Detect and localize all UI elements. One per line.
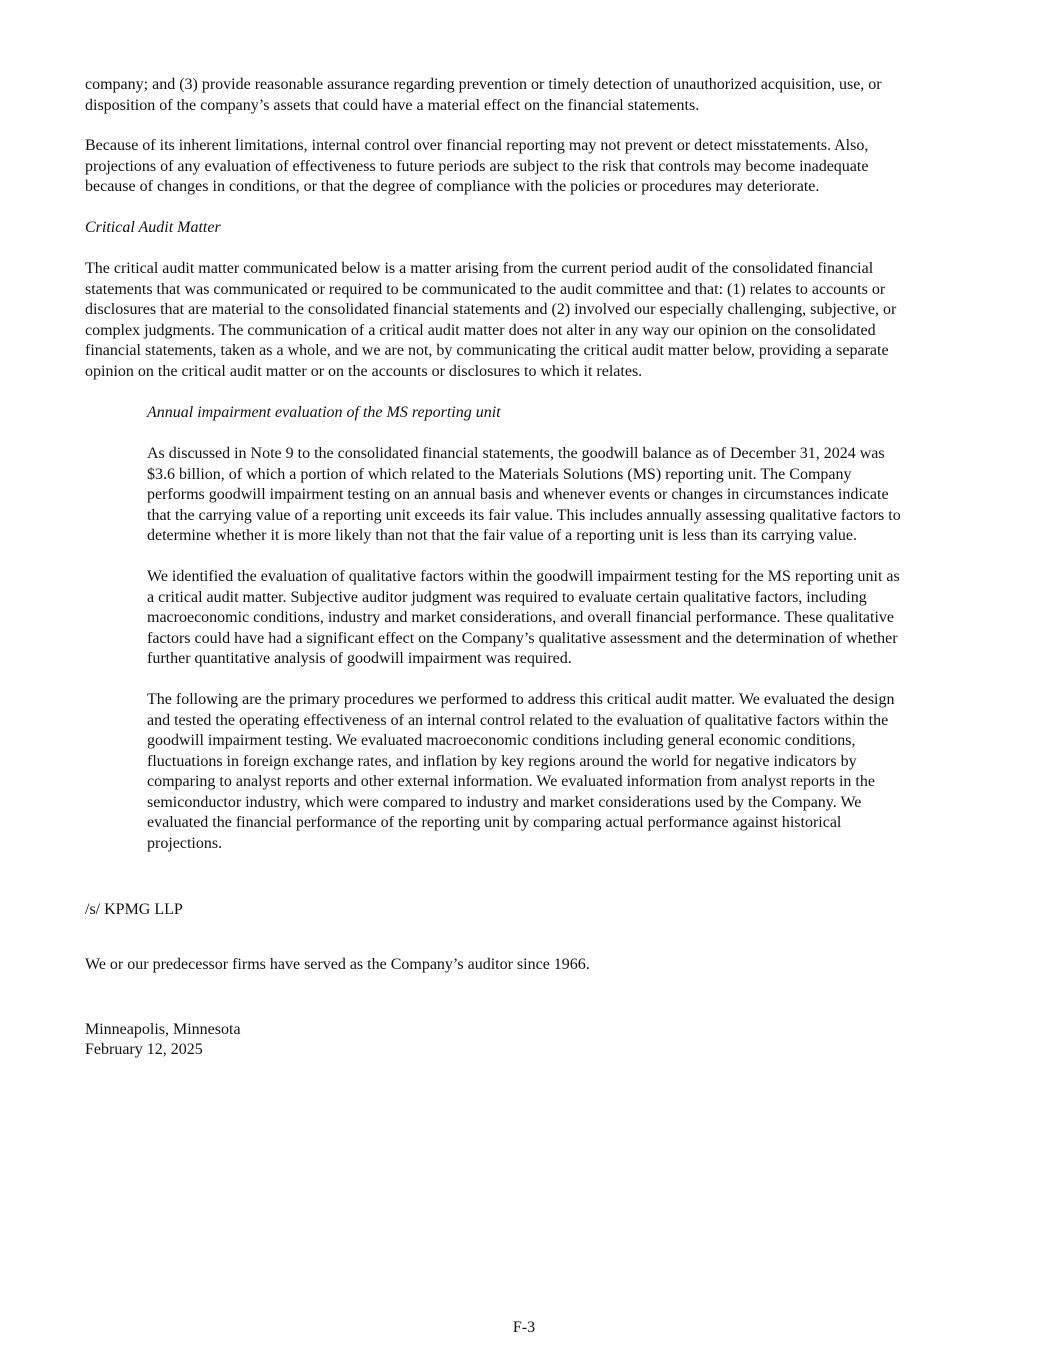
text-line: We identified the evaluation of qualitative factors within the goodwill impairment testing for the MS reporting unit as <box>147 568 900 585</box>
text-line: As discussed in Note 9 to the consolidated financial statements, the goodwill balance as of December 31, 2024 was <box>147 445 885 462</box>
paragraph-inherent-limitations <box>85 136 965 198</box>
paragraph-control-assurance <box>85 75 965 116</box>
report-date: February 12, 2025 <box>85 1041 203 1058</box>
paragraph-cam-definition <box>85 259 965 382</box>
text-line: $3.6 billion, of which a portion of which related to the Materials Solutions (MS) reporting unit. The Company <box>147 465 852 483</box>
subheading-ms-impairment: Annual impairment evaluation of the MS reporting unit <box>147 404 501 421</box>
text-line: projections of any evaluation of effectiveness to future periods are subject to the risk that controls may become inadequate <box>85 157 869 175</box>
auditor-tenure: We or our predecessor firms have served as the Company’s auditor since 1966. <box>85 956 590 973</box>
text-line: goodwill impairment testing. We evaluated macroeconomic conditions including general economic conditions, <box>147 732 856 749</box>
text-line: comparing to analyst reports and other external information. We evaluated information from analyst reports in the <box>147 773 875 790</box>
text-line: determine whether it is more likely than not that the fair value of a reporting unit is less than its carrying value. <box>147 527 858 544</box>
text-line: performs goodwill impairment testing on an annual basis and whenever events or changes in circumstances indicate <box>147 486 889 503</box>
text-line: opinion on the critical audit matter or on the accounts or disclosures to which it relates. <box>85 362 643 380</box>
text-line: and tested the operating effectiveness of an internal control related to the evaluation of qualitative factors within the <box>147 711 889 729</box>
paragraph-goodwill-balance <box>147 444 967 547</box>
text-line: statements that was communicated or required to be communicated to the audit committee and that: (1) relates to accounts or <box>85 280 886 298</box>
page-number: F-3 <box>512 1319 536 1336</box>
text-line: evaluated the financial performance of the reporting unit by comparing actual performance against historical <box>147 814 842 831</box>
report-location: Minneapolis, Minnesota <box>85 1021 241 1038</box>
paragraph-audit-procedures <box>147 690 967 854</box>
text-line: semiconductor industry, which were compared to industry and market considerations used by the Company. We <box>147 793 862 811</box>
text-line: because of changes in conditions, or that the degree of compliance with the policies or procedures may deteriorate. <box>85 178 820 195</box>
text-line: a critical audit matter. Subjective auditor judgment was required to evaluate certain qualitative factors, including <box>147 588 867 606</box>
text-line: disclosures that are material to the consolidated financial statements and (2) involved our especially challenging, subjective, or <box>85 301 897 318</box>
text-line: company; and (3) provide reasonable assurance regarding prevention or timely detection of unauthorized acquisition, use, or <box>85 76 882 93</box>
text-line: The following are the primary procedures we performed to address this critical audit matter. We evaluated the design <box>147 691 895 708</box>
text-line: fluctuations in foreign exchange rates, and inflation by key regions around the world for negative indicators by <box>147 752 857 770</box>
paragraph-cam-identification <box>147 567 967 670</box>
text-line: macroeconomic conditions, industry and market considerations, and overall financial performance. These qualitative <box>147 609 894 626</box>
auditor-signature: /s/ KPMG LLP <box>85 901 183 918</box>
section-heading-critical-audit-matter: Critical Audit Matter <box>85 219 221 236</box>
text-line: financial statements, taken as a whole, and we are not, by communicating the critical audit matter below, providing a separate <box>85 342 889 359</box>
text-line: that the carrying value of a reporting unit exceeds its fair value. This includes annually assessing qualitative factors to <box>147 506 901 524</box>
text-line: factors could have had a significant effect on the Company’s qualitative assessment and the determination of whether <box>147 629 898 647</box>
text-line: Because of its inherent limitations, internal control over financial reporting may not prevent or detect misstatements. Also, <box>85 137 869 154</box>
text-line: disposition of the company’s assets that could have a material effect on the financial statements. <box>85 96 700 114</box>
text-line: complex judgments. The communication of a critical audit matter does not alter in any way our opinion on the consolidated <box>85 321 876 339</box>
text-line: projections. <box>147 834 223 852</box>
text-line: further quantitative analysis of goodwill impairment was required. <box>147 650 572 667</box>
text-line: The critical audit matter communicated below is a matter arising from the current period audit of the consolidated financial <box>85 260 874 277</box>
